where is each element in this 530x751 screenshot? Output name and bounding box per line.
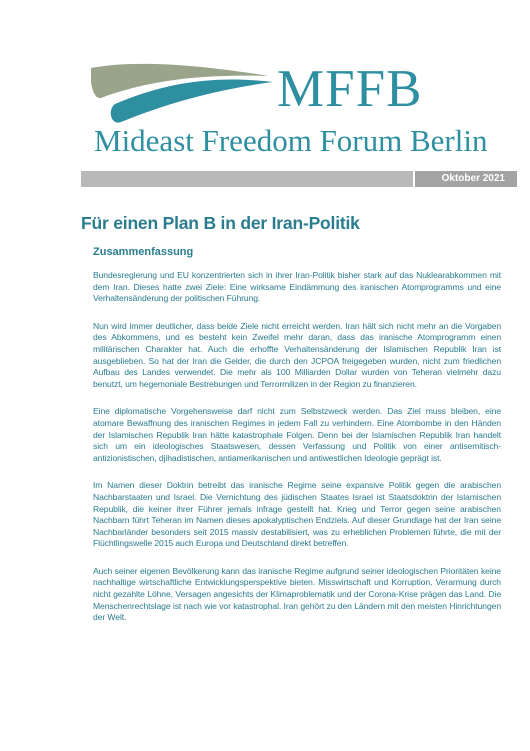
logo-organization-name: Mideast Freedom Forum Berlin: [94, 123, 488, 158]
paragraph: Bundesregierung und EU konzentrierten sich in ihrer Iran-Politik bisher stark auf das Nuklearabkommen mit dem Iran. Dieses hatte zwei Ziele: Eine wirksame Eindämmung des iranischen Atomprogramms und eine Verhaltensänderung der politischen Führung.: [93, 270, 501, 304]
mffb-logo: [91, 62, 511, 158]
paragraph: Eine diplomatische Vorgehensweise darf nicht zum Selbstzweck werden. Das Ziel muss bleiben, eine atomare Bewaffnung des iranischen Regimes in jedem Fall zu verhindern. Eine Atombombe in den Händen der Islamischen Republik Iran hätte katastrophale Folgen. Denn bei der Islamischen Republik Iran handelt sich um ein ideologisches Staatswesen, dessen Verfassung und Politik von einer antisemitisch-antizionistischen, djihadistischen, antiamerikanischen und antiwestlichen Ideologie geprägt ist.: [93, 406, 501, 463]
paragraph: Auch seiner eigenen Bevölkerung kann das iranische Regime aufgrund seiner ideologischen Prioritäten keine nachhaltige wirtschaftliche Entwicklungsperspektive bieten. Misswirtschaft und Korruption, Verarmung durch nicht gezahlte Löhne, Versagen angesichts der Klimaproblematik und der Corona-Krise prägen das Land. Die Menschenrechtslage ist nach wie vor katastrophal. Iran gehört zu den Ländern mit den meisten Hinrichtungen der Welt.: [93, 565, 501, 623]
paragraph: Nun wird immer deutlicher, dass beide Ziele nicht erreicht werden. Iran hält sich nicht mehr an die Vorgaben des Abkommens, und es besteht kein Zweifel mehr daran, dass das iranische Atomprogramm einen militärischen Charakter hat. Auch die erhoffte Verhaltensänderung der Islamischen Republik Iran ist ausgeblieben. So hat der Iran die Gelder, die durch den JCPOA freigegeben wurden, nicht zum friedlichen Aufbau des Landes verwendet. Die mehr als 100 Milliarden Dollar wurden von Teheran vielmehr dazu benutzt, um hegemoniale Bestrebungen und Terrormilizen in der Region zu finanzieren.: [93, 320, 501, 389]
paragraph: Im Namen dieser Doktrin betreibt das iranische Regime seine expansive Politik gegen die arabischen Nachbarstaaten und Israel. Die Vernichtung des jüdischen Staates Israel ist Staatsdoktrin der Islamischen Republik, die keiner ihrer Führer jemals infrage gestellt hat. Krieg und Terror gegen seine arabischen Nachbarn führt Teheran im Namen dieses apokalyptischen Endziels. Auf dieser Grundlage hat der Iran seine Nachbarländer besonders seit 2015 massiv destabilisiert, was zu erheblichen Problemen führte, die mit der Flüchtlingswelle 2015 auch Europa und Deutschland direkt betreffen.: [93, 480, 501, 549]
logo-swoosh-icon: [91, 62, 281, 126]
publication-date: Oktober 2021: [441, 173, 505, 184]
document-title: Für einen Plan B in der Iran-Politik: [81, 213, 360, 233]
section-heading: Zusammenfassung: [93, 246, 194, 258]
date-bar: [81, 171, 517, 187]
date-box: [413, 171, 517, 187]
logo-abbreviation: MFFB: [277, 60, 423, 118]
summary-body: [93, 270, 501, 640]
